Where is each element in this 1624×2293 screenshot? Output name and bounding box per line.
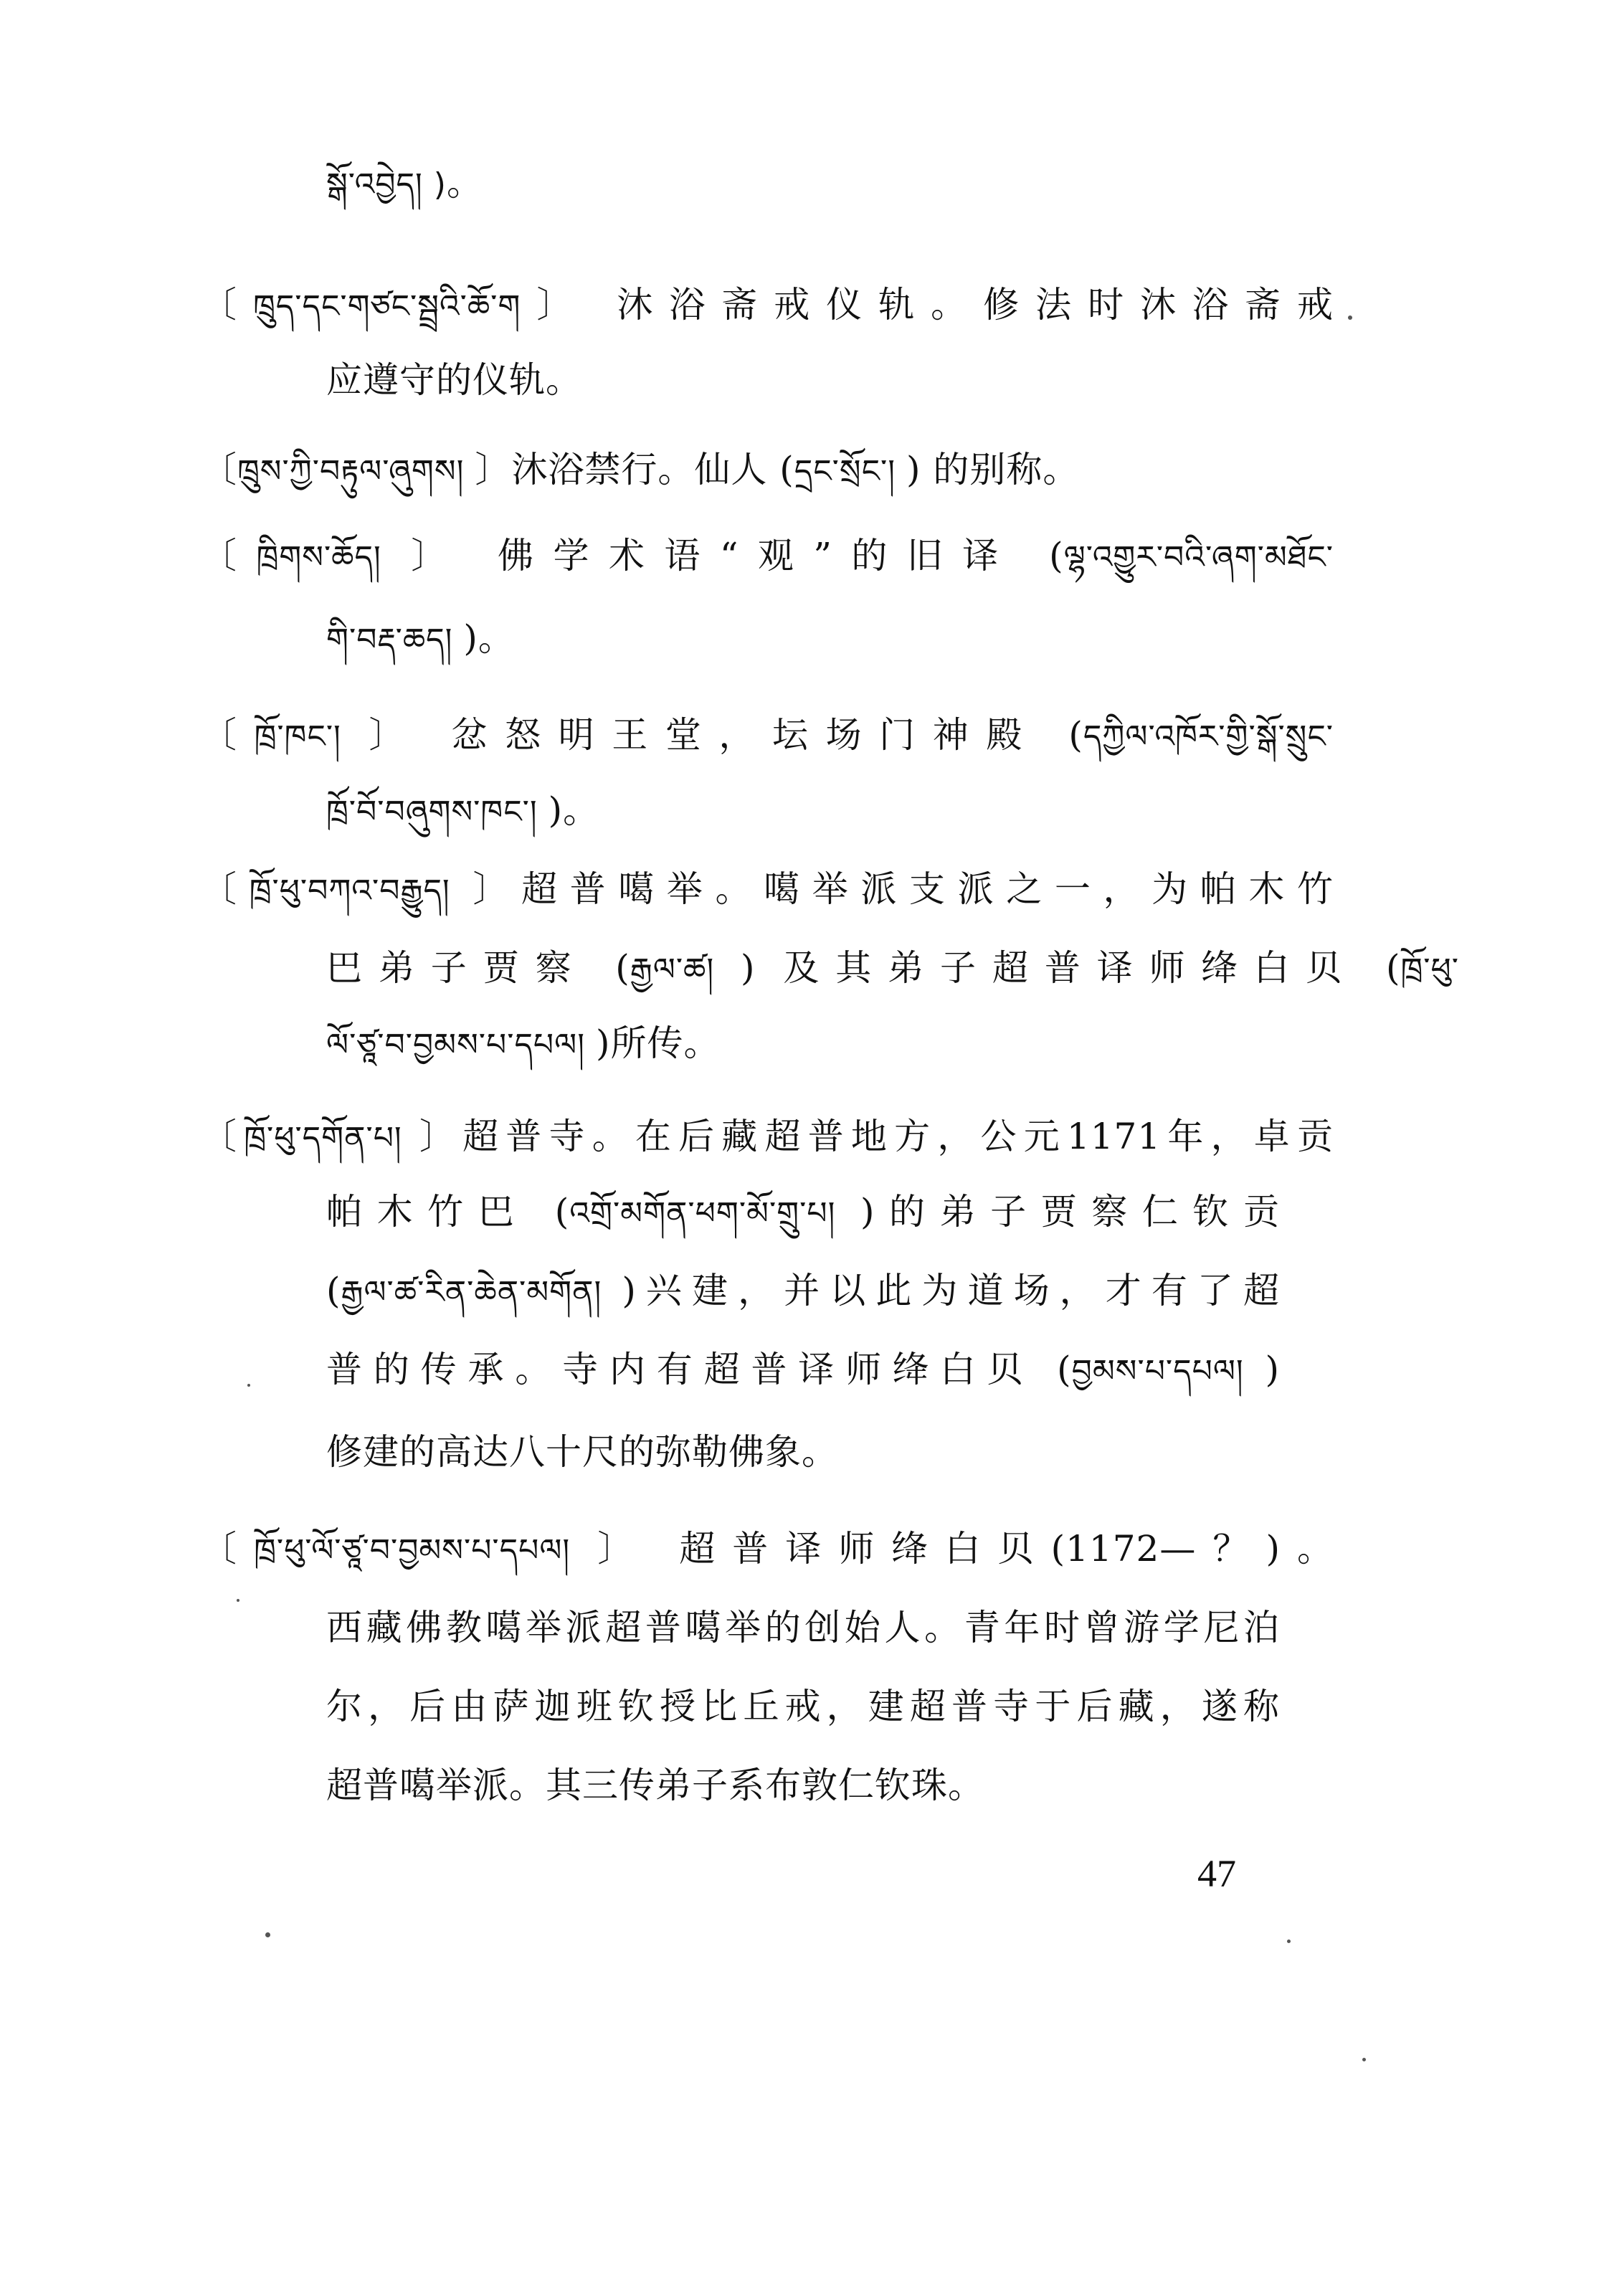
chinese-text: 帕木竹巴 ( <box>326 1191 570 1233</box>
tibetan-term: ཁྲོ་ཕུ་ལོ་ཙཱ་བ་བྱམས་པ་དཔལ། <box>254 1532 598 1569</box>
entry-continuation-line <box>326 782 599 839</box>
entry-continuation-line <box>326 1183 1280 1240</box>
chinese-text: )。 <box>548 789 600 831</box>
entry-headline <box>201 860 1334 918</box>
tibetan-term: དྲང་སྲོང་། <box>794 453 906 490</box>
entry-headline <box>201 1108 1334 1165</box>
chinese-text: )的弟子贾察仁钦贡 <box>860 1191 1280 1233</box>
chinese-text: )。 <box>463 617 515 659</box>
tibetan-term: ཁྲོ་ཕུ་ <box>1400 951 1459 988</box>
tibetan-term: ཁྲོ་ཁང་། <box>254 718 369 755</box>
entry-continuation-line <box>326 1015 720 1072</box>
tibetan-term: ཁྲོ་ཕུ་བཀའ་བརྒྱུད། <box>249 873 473 909</box>
chinese-text: 修建的高达八十尺的弥勒佛象。 <box>326 1431 838 1473</box>
chinese-text: 应遵守的仪轨。 <box>326 359 582 401</box>
headword-bracket: 〕 <box>475 449 512 490</box>
tibetan-term: ཁྲུད་དང་གཙང་སྦྲའི་ཆོ་ག <box>252 288 521 325</box>
entry-continuation-line <box>326 351 582 409</box>
scan-speck <box>1348 315 1352 320</box>
headword-bracket: 〔 <box>201 1116 244 1157</box>
entry-continuation-line <box>326 1423 838 1481</box>
scan-speck <box>1362 2058 1366 2061</box>
chinese-text: 西藏佛教噶举派超普噶举的创始人。青年时曾游学尼泊 <box>326 1607 1280 1648</box>
chinese-text: 尔，后由萨迦班钦授比丘戒，建超普寺于后藏，遂称 <box>326 1686 1280 1727</box>
scan-speck <box>265 1932 270 1937</box>
headword-bracket: 〕 <box>369 714 422 756</box>
tibetan-term: འགྲོ་མགོན་ཕག་མོ་གྲུ་པ། <box>569 1195 860 1232</box>
tibetan-term: ཁྲུས་ཀྱི་བརྟུལ་ཞུགས། <box>237 453 475 490</box>
entry-headline <box>201 527 1334 584</box>
headword-bracket: 〔 <box>201 1528 255 1570</box>
tibetan-term: ལོ་ཙཱ་བ་བྱམས་པ་དཔལ། <box>326 1027 596 1063</box>
headword-bracket: 〕 <box>419 1116 463 1157</box>
chinese-text: 沐浴斋戒仪轨。修法时沐浴斋戒 <box>589 284 1334 326</box>
tibetan-term: ཁྲོ་ཕུ་དགོན་པ། <box>244 1120 419 1157</box>
chinese-text: 超普译师绛白贝(1172—？)。 <box>650 1528 1334 1570</box>
entry-continuation-line <box>326 1757 984 1814</box>
chinese-text: ( <box>326 1270 341 1311</box>
tibetan-term: སྒོ་འབྱེད། ) <box>326 166 447 203</box>
tibetan-term: བྱམས་པ་དཔལ། <box>1071 1353 1266 1390</box>
tibetan-term: གི་བརྡ་ཆད། <box>326 622 464 658</box>
tibetan-term: དཀྱིལ་འཁོར་གྱི་སྒོ་སྲུང་ <box>1083 718 1334 755</box>
headword-bracket: 〔 <box>201 449 237 490</box>
scan-speck <box>247 1384 250 1387</box>
scan-speck <box>1287 1940 1291 1943</box>
tibetan-term: ཁྲོ་བོ་བཞུགས་ཁང་། <box>326 794 549 830</box>
entry-headline <box>201 441 1079 498</box>
entry-headline <box>326 154 483 212</box>
tibetan-term: རྒྱལ་ཚ། <box>630 951 741 988</box>
chinese-text: 佛学术语“观”的旧译 ( <box>466 535 1064 576</box>
chinese-text: 巴弟子贾察 ( <box>326 947 630 989</box>
chinese-text: 忿怒明王堂，坛场门神殿 ( <box>422 714 1083 756</box>
headword-bracket: 〔 <box>201 284 253 326</box>
entry-continuation-line <box>326 609 515 667</box>
headword-bracket: 〕 <box>521 284 589 326</box>
chinese-text: ) 及其弟子超普译师绛白贝 ( <box>741 947 1401 989</box>
chinese-text: 超普噶举。噶举派支派之一，为帕木竹 <box>521 868 1334 910</box>
headword-bracket: 〕 <box>597 1528 651 1570</box>
chinese-text: 沐浴禁行。仙人 ( <box>511 449 794 490</box>
entry-continuation-line <box>326 1341 1280 1398</box>
tibetan-term: ལྷ་འགྱུར་བའི་ཞག་མཐོང་ <box>1063 539 1334 576</box>
scan-speck <box>237 1599 239 1602</box>
chinese-text: )兴建，并以此为道场，才有了超 <box>622 1270 1280 1311</box>
entry-headline <box>201 276 1334 333</box>
headword-bracket: 〕 <box>411 535 467 576</box>
tibetan-term: རྒྱལ་ཚ་རིན་ཆེན་མགོན། <box>341 1274 622 1311</box>
entry-continuation-line <box>326 1599 1280 1656</box>
entry-headline <box>201 706 1334 764</box>
headword-bracket: 〔 <box>201 535 257 576</box>
chinese-text: 。 <box>446 162 483 204</box>
entry-headline <box>201 1520 1334 1577</box>
chinese-text: 超普寺。在后藏超普地方，公元1171年，卓贡 <box>462 1116 1334 1157</box>
headword-bracket: 〕 <box>473 868 521 910</box>
entry-continuation-line <box>326 1262 1280 1319</box>
entry-continuation-line <box>326 939 1459 997</box>
chinese-text: ) <box>1265 1349 1280 1390</box>
entry-continuation-line <box>326 1678 1280 1735</box>
headword-bracket: 〔 <box>201 714 255 756</box>
chinese-text: ) 的别称。 <box>906 449 1080 490</box>
chinese-text: 普的传承。寺内有超普译师绛白贝 ( <box>326 1349 1072 1390</box>
headword-bracket: 〔 <box>201 868 250 910</box>
chinese-text: 超普噶举派。其三传弟子系布敦仁钦珠。 <box>326 1765 984 1806</box>
page-number: 47 <box>1197 1852 1236 1895</box>
tibetan-term: ཁྲིགས་ཆོད། <box>256 539 412 576</box>
chinese-text: )所传。 <box>595 1022 721 1064</box>
